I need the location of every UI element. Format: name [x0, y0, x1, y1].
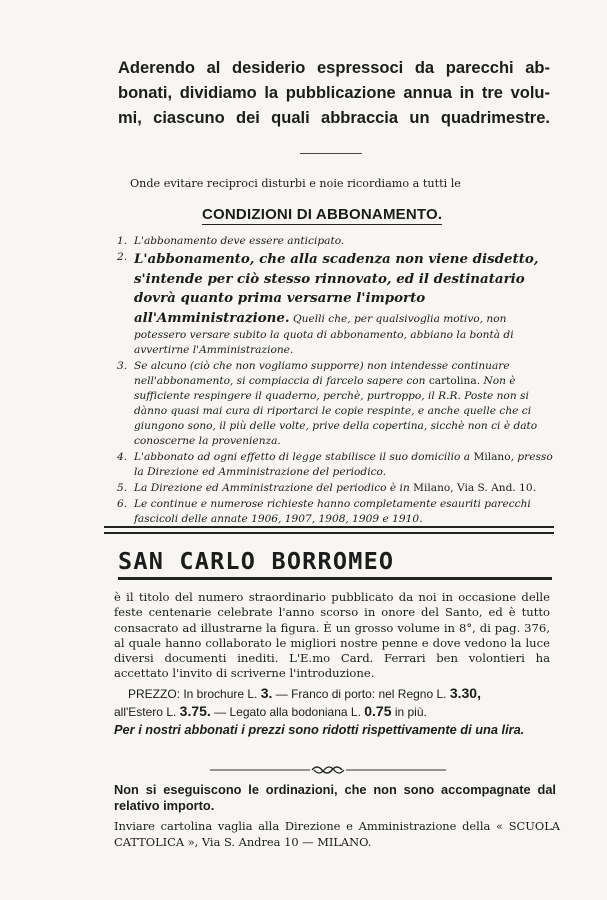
condition-item	[117, 497, 555, 527]
footer-address: Inviare cartolina vaglia alla Direzione e Amministrazione della « SCUOLA CATTOLICA », Via S. Andrea 10 — MILANO.	[114, 819, 560, 849]
lead-text: Onde evitare reciproci disturbi e noie ricordiamo a tutti le	[130, 177, 461, 190]
condition-text: presso la Direzione ed Amministrazione del periodico.	[134, 451, 553, 478]
price-text: all'Estero L.	[114, 704, 180, 719]
discount-note: Per i nostri abbonati i prezzi sono ridotti rispettivamente di una lira.	[114, 722, 525, 737]
price-value: 3.30,	[449, 685, 481, 701]
orders-notice: Non si eseguiscono le ordinazioni, che non sono accompagnate dal relativo importo.	[114, 782, 556, 813]
section-divider	[104, 526, 554, 534]
condition-text: Non è sufficiente respingere il quaderno, perchè, purtroppo, il R.R. Poste non si dànno quasi mai cura di riportarci le copie respinte, e anche quelle che ci giungono sono, il più delle volte, prive della copertina, sicchè non ci è dato conoscerne la provenienza.	[134, 375, 538, 447]
condition-text-bold: L'abbonamento, che alla scadenza non viene disdetto, s'intende per ciò stesso rinnovato, ed il destinatario dovrà quanto prima versarne l'importo all'Amministrazione.	[134, 251, 539, 326]
price-block	[114, 685, 550, 720]
price-text: — Franco di porto: nel Regno L.	[272, 687, 450, 701]
condition-number: 5.	[117, 482, 128, 494]
intro-line-3: mi, ciascuno dei quali abbraccia un quadrimestre.	[118, 109, 550, 127]
condition-number: 6.	[117, 498, 128, 510]
intro-paragraph	[118, 56, 550, 131]
condition-number: 4.	[117, 451, 128, 463]
condition-text: L'abbonamento deve essere anticipato.	[134, 235, 345, 247]
advert-body: è il titolo del numero straordinario pubblicato da noi in occasione delle feste centenarie celebrate l'anno scorso in onore del Santo, ed è tutto consacrato ad illustrarne la figura. È un grosso volume in 8°, di pag. 376, al quale hanno collaborato le migliori nostre penne e dove vedono la luce diversi documenti inediti. L'E.mo Card. Ferrari ben volontieri ha accettato l'invito di scriverne l'introduzione.	[114, 590, 550, 681]
condition-item	[117, 450, 555, 480]
condition-text-upright: Milano,	[470, 451, 514, 463]
conditions-list	[117, 234, 555, 528]
price-value: 3.75.	[179, 702, 211, 719]
condition-item	[117, 359, 555, 449]
condition-item	[117, 250, 555, 358]
condition-item	[117, 234, 555, 249]
condition-number: 1.	[117, 235, 128, 247]
conditions-title: CONDIZIONI DI ABBONAMENTO.	[202, 206, 443, 223]
condition-item	[117, 481, 555, 496]
condition-text-upright: Milano, Via S. And. 10.	[409, 482, 536, 494]
condition-text-upright: cartolina.	[425, 375, 481, 387]
intro-line-1: Aderendo al desiderio espressoci da parecchi ab-	[118, 59, 550, 77]
condition-text: Quelli che, per qualsivoglia motivo, non potessero versare subito la quota di abbonamento, abbiano la bontà di avvertirne l'Amministrazione.	[134, 312, 514, 356]
condition-text: Le continue e numerose richieste hanno completamente esauriti parecchi fascicoli delle annate 1906, 1907, 1908, 1909 e 1910.	[134, 498, 531, 525]
intro-line-2: bonati, dividiamo la pubblicazione annua in tre volu-	[118, 84, 550, 102]
ornament-divider	[210, 764, 446, 776]
condition-text: L'abbonato ad ogni effetto di legge stabilisce il suo domicilio a	[134, 451, 471, 463]
condition-number: 3.	[117, 360, 128, 372]
price-text: in più.	[391, 704, 427, 719]
price-text: PREZZO: In brochure L.	[128, 687, 261, 701]
condition-text: Se alcuno (ciò che non vogliamo supporre) non intendesse continuare nell'abbonamento, si compiaccia di farcelo sapere con	[134, 360, 510, 387]
price-value: 0.75	[364, 702, 392, 719]
condition-text: La Direzione ed Amministrazione del periodico è in	[134, 482, 410, 494]
price-value: 3.	[260, 685, 273, 701]
price-text: — Legato alla bodoniana L.	[210, 704, 365, 719]
advert-title: SAN CARLO BORROMEO	[118, 547, 552, 580]
condition-number: 2.	[117, 251, 128, 263]
divider	[300, 153, 362, 154]
